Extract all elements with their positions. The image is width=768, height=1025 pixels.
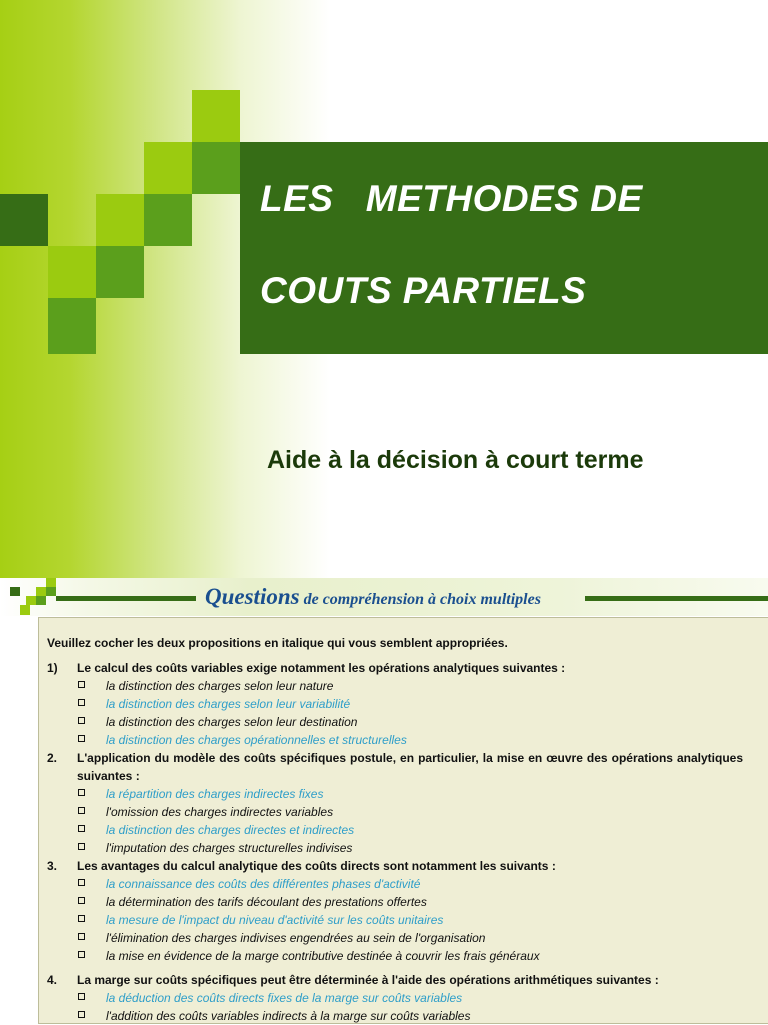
slide-subtitle: Aide à la décision à court terme xyxy=(267,446,644,474)
answer-option[interactable] xyxy=(47,893,743,911)
answer-option[interactable] xyxy=(47,821,743,839)
decorative-square xyxy=(192,90,240,142)
header-decorative-shape xyxy=(10,587,20,596)
question-number: 2. xyxy=(47,751,58,765)
title-band xyxy=(240,142,768,354)
decorative-square xyxy=(144,142,192,194)
decorative-square xyxy=(144,194,192,246)
answer-option[interactable] xyxy=(47,695,743,713)
answer-option-text: l'élimination des charges indivises engendrées au sein de l'organisation xyxy=(106,931,486,945)
header-decorative-shape xyxy=(20,605,30,615)
question-2 xyxy=(47,749,743,785)
slide-title-line-1: LES METHODES DE xyxy=(260,178,643,219)
checkbox-icon[interactable] xyxy=(78,843,85,850)
header-decorative-shape xyxy=(46,587,56,596)
checkbox-icon[interactable] xyxy=(78,717,85,724)
slide-title-line-2: COUTS PARTIELS xyxy=(260,270,587,311)
answer-option[interactable] xyxy=(47,989,743,1007)
questionnaire xyxy=(47,634,743,1025)
answer-option-text: la mesure de l'impact du niveau d'activité sur les coûts unitaires xyxy=(106,913,444,927)
answer-option-text: la distinction des charges directes et indirectes xyxy=(106,823,355,837)
checkbox-icon[interactable] xyxy=(78,699,85,706)
checkbox-icon[interactable] xyxy=(78,789,85,796)
checkbox-icon[interactable] xyxy=(78,879,85,886)
header-decorative-shape xyxy=(585,596,768,601)
answer-option-text: la mise en évidence de la marge contributive destinée à couvrir les frais généraux xyxy=(106,949,540,963)
answer-option-text: la répartition des charges indirectes fixes xyxy=(106,787,324,801)
answer-option-text: l'omission des charges indirectes variables xyxy=(106,805,334,819)
checkbox-icon[interactable] xyxy=(78,933,85,940)
questions-title xyxy=(205,584,541,610)
question-number: 3. xyxy=(47,859,58,873)
question-number: 1) xyxy=(47,661,58,675)
question-3 xyxy=(47,857,743,875)
checkbox-icon[interactable] xyxy=(78,993,85,1000)
answer-option[interactable] xyxy=(47,875,743,893)
decorative-square xyxy=(96,194,144,246)
header-decorative-shape xyxy=(46,578,56,587)
header-decorative-shape xyxy=(56,596,196,601)
answer-option-text: l'addition des coûts variables indirects à la marge sur coûts variables xyxy=(106,1009,471,1023)
answer-option-text: la connaissance des coûts des différentes phases d'activité xyxy=(106,877,421,891)
decorative-square xyxy=(48,246,96,298)
answer-option[interactable] xyxy=(47,839,743,857)
answer-option[interactable] xyxy=(47,785,743,803)
checkbox-icon[interactable] xyxy=(78,807,85,814)
answer-option[interactable] xyxy=(47,1007,743,1025)
checkbox-icon[interactable] xyxy=(78,825,85,832)
answer-option[interactable] xyxy=(47,803,743,821)
header-decorative-shape xyxy=(36,596,46,605)
checkbox-icon[interactable] xyxy=(78,951,85,958)
questions-title-main: Questions xyxy=(205,584,300,609)
questions-title-sub: de compréhension à choix multiples xyxy=(299,591,541,608)
answer-option[interactable] xyxy=(47,947,743,965)
answer-option-text: la distinction des charges selon leur nature xyxy=(106,679,334,693)
decorative-square xyxy=(96,246,144,298)
checkbox-icon[interactable] xyxy=(78,915,85,922)
answer-option[interactable] xyxy=(47,677,743,695)
checkbox-icon[interactable] xyxy=(78,897,85,904)
question-text: Les avantages du calcul analytique des coûts directs sont notamment les suivants : xyxy=(77,859,556,873)
question-4 xyxy=(47,971,743,989)
header-decorative-shape xyxy=(36,587,46,596)
decorative-square xyxy=(48,298,96,354)
question-text: La marge sur coûts spécifiques peut être déterminée à l'aide des opérations arithmétiques suivantes : xyxy=(77,973,659,987)
checkbox-icon[interactable] xyxy=(78,681,85,688)
question-text: L'application du modèle des coûts spécifiques postule, en particulier, la mise en œuvre des opérations analytiques suivantes : xyxy=(77,751,743,783)
answer-option[interactable] xyxy=(47,929,743,947)
checkbox-icon[interactable] xyxy=(78,1011,85,1018)
questionnaire-intro: Veuillez cocher les deux propositions en italique qui vous semblent appropriées. xyxy=(47,636,508,650)
answer-option[interactable] xyxy=(47,731,743,749)
answer-option[interactable] xyxy=(47,713,743,731)
question-number: 4. xyxy=(47,973,58,987)
question-1 xyxy=(47,659,743,677)
answer-option-text: l'imputation des charges structurelles indivises xyxy=(106,841,353,855)
answer-option[interactable] xyxy=(47,911,743,929)
decorative-square xyxy=(192,142,240,194)
checkbox-icon[interactable] xyxy=(78,735,85,742)
decorative-square xyxy=(0,194,48,246)
answer-option-text: la déduction des coûts directs fixes de la marge sur coûts variables xyxy=(106,991,463,1005)
answer-option-text: la distinction des charges opérationnelles et structurelles xyxy=(106,733,407,747)
answer-option-text: la distinction des charges selon leur variabilité xyxy=(106,697,351,711)
question-text: Le calcul des coûts variables exige notamment les opérations analytiques suivantes : xyxy=(77,661,566,675)
answer-option-text: la distinction des charges selon leur destination xyxy=(106,715,358,729)
answer-option-text: la détermination des tarifs découlant des prestations offertes xyxy=(106,895,427,909)
header-decorative-shape xyxy=(26,596,36,605)
